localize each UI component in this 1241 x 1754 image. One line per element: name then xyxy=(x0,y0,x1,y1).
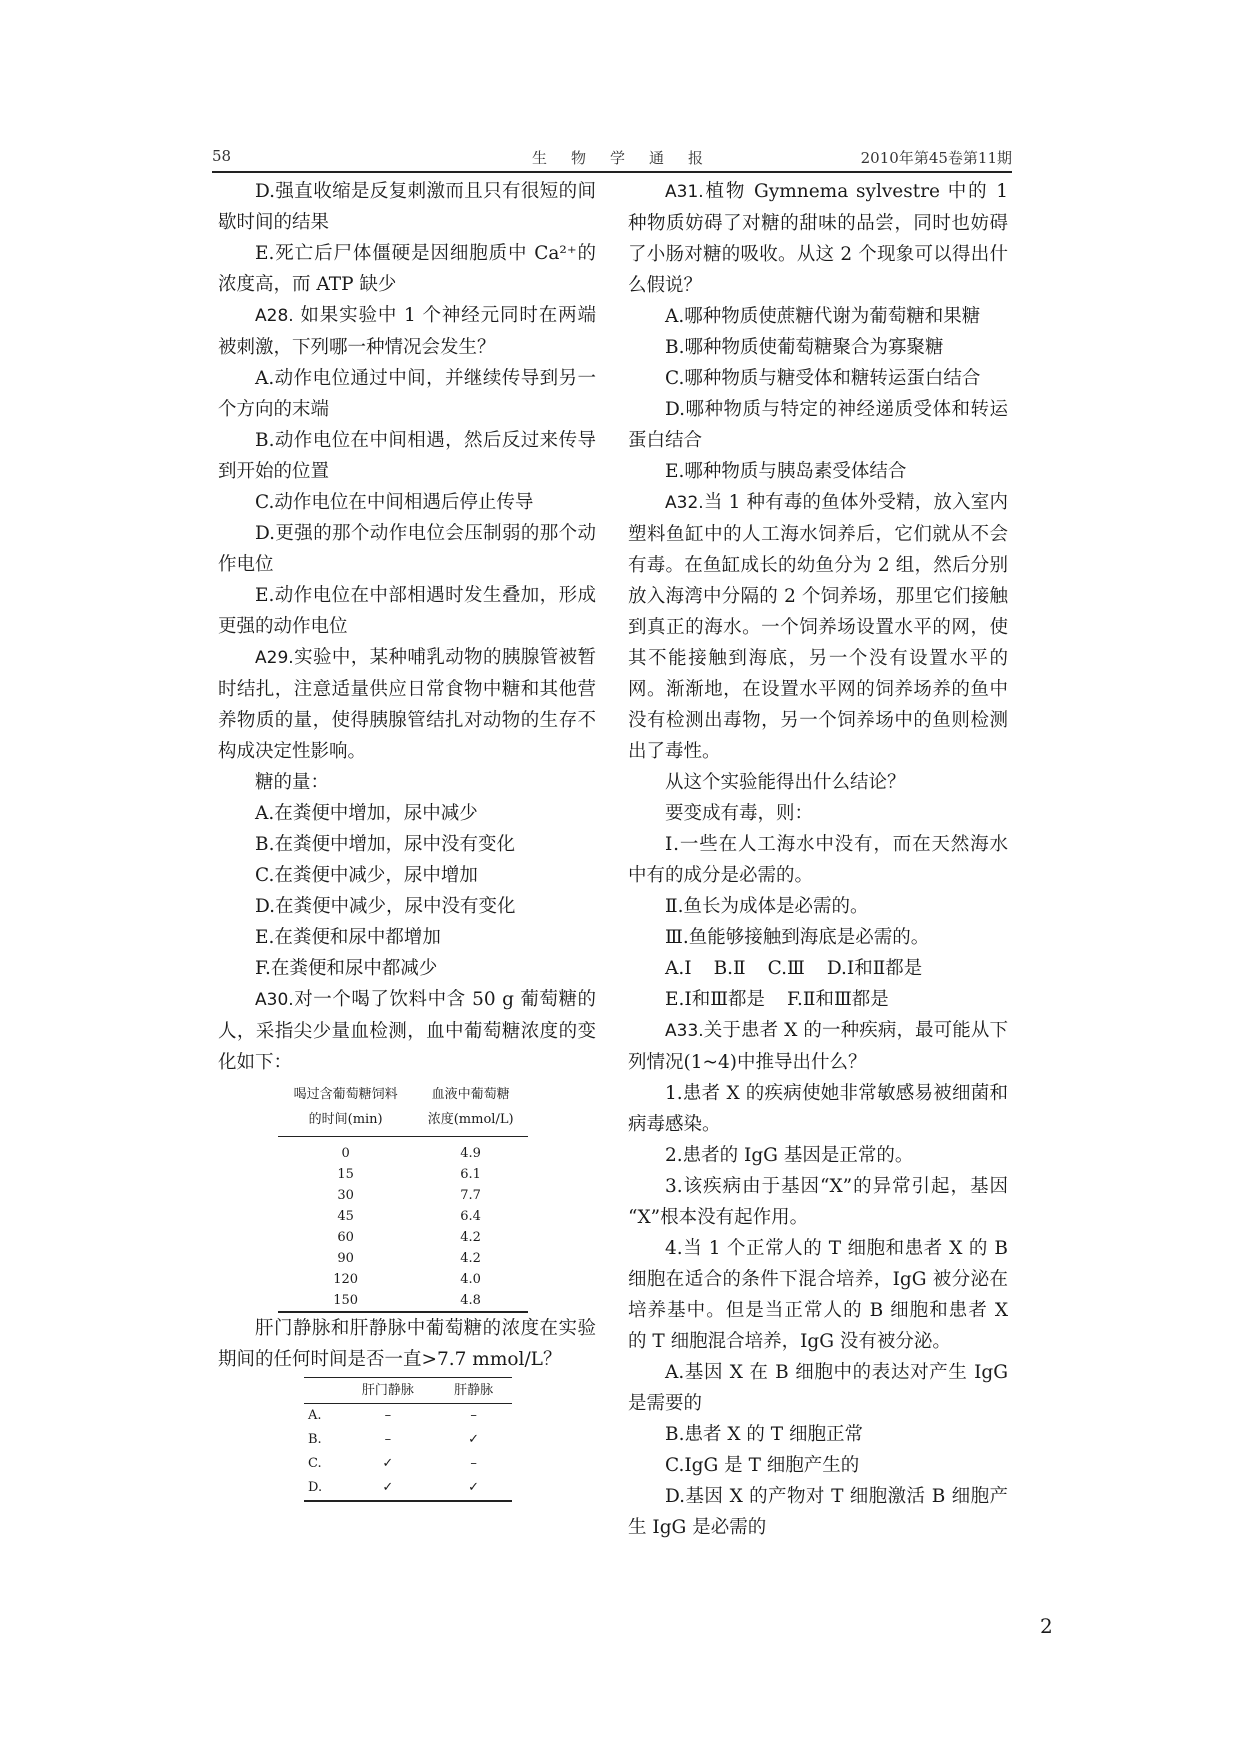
paragraph xyxy=(628,798,1008,829)
paragraph xyxy=(628,1450,1008,1481)
paragraph xyxy=(628,456,1008,487)
time-cell: 150 xyxy=(333,1293,359,1308)
paragraph xyxy=(628,487,1008,767)
paragraph xyxy=(218,891,596,922)
table-row xyxy=(278,1227,528,1248)
right-paragraphs-2 xyxy=(628,1015,1008,1543)
paragraph-text: 对一个喝了饮料中含 50 g 葡萄糖的人，采指尖少量血检测，血中葡萄糖浓度的变化如下： xyxy=(218,989,596,1073)
paragraph xyxy=(218,829,596,860)
option-label-cell: D. xyxy=(308,1480,323,1495)
option-label-cell: C. xyxy=(308,1456,322,1471)
a32-options-row-2 xyxy=(628,984,1008,1015)
paragraph xyxy=(628,1419,1008,1450)
paragraph xyxy=(628,1481,1008,1543)
concentration-cell: 4.0 xyxy=(460,1272,481,1287)
concentration-cell: 4.2 xyxy=(460,1251,481,1266)
paragraph xyxy=(218,238,596,300)
paragraph-text: 1.患者 X 的疾病使她非常敏感易被细菌和病毒感染。 xyxy=(628,1083,1008,1135)
paragraph-text: E.动作电位在中部相遇时发生叠加，形成更强的动作电位 xyxy=(218,585,596,637)
paragraph-text: D.更强的那个动作电位会压制弱的那个动作电位 xyxy=(218,523,596,575)
question-number: A30. xyxy=(255,990,294,1010)
paragraph xyxy=(218,860,596,891)
paragraph-text: 3.该疾病由于基因“X”的异常引起，基因 “X”根本没有起作用。 xyxy=(628,1176,1008,1228)
answer-option: B.Ⅱ xyxy=(713,958,746,979)
time-cell: 15 xyxy=(337,1167,354,1182)
paragraph-text: B.动作电位在中间相遇，然后反过来传导到开始的位置 xyxy=(218,430,596,482)
time-cell: 90 xyxy=(337,1251,354,1266)
time-cell: 30 xyxy=(337,1188,354,1203)
table-row xyxy=(304,1404,512,1429)
paragraph xyxy=(628,829,1008,891)
paragraph xyxy=(628,176,1008,301)
paragraph-text: 实验中，某种哺乳动物的胰腺管被暂时结扎，注意适量供应日常食物中糖和其他营养物质的量，使得胰腺管结扎对动物的生存不构成决定性影响。 xyxy=(218,647,596,762)
paragraph-text: 4.当 1 个正常人的 T 细胞和患者 X 的 B 细胞在适合的条件下混合培养，IgG 被分泌在培养基中。但是当正常人的 B 细胞和患者 X 的 T 细胞混合培养，IgG 没有被分泌。 xyxy=(628,1238,1008,1352)
answer-option: C.Ⅲ xyxy=(767,958,805,979)
glucose-table-header-conc-1: 血液中葡萄糖 xyxy=(431,1087,510,1102)
paragraph-text: C.动作电位在中间相遇后停止传导 xyxy=(255,492,534,513)
paragraph xyxy=(218,767,596,798)
table-row xyxy=(278,1290,528,1312)
a32-options-row-1 xyxy=(628,953,1008,984)
paragraph xyxy=(628,1078,1008,1140)
mark-cell: – xyxy=(470,1408,477,1423)
glucose-table xyxy=(278,1082,528,1313)
glucose-table-body xyxy=(278,1137,528,1313)
table-row xyxy=(304,1452,512,1476)
paragraph-text: 糖的量： xyxy=(255,772,330,793)
header-journal-title: 生物学通报 xyxy=(532,149,728,167)
concentration-cell: 6.4 xyxy=(460,1209,481,1224)
concentration-cell: 4.2 xyxy=(460,1230,481,1245)
option-label-cell: A. xyxy=(308,1408,322,1423)
vein-table-body xyxy=(304,1404,512,1502)
page-number: 2 xyxy=(1040,1614,1053,1638)
option-label-cell: B. xyxy=(308,1432,322,1447)
vein-table-header-hepatic: 肝静脉 xyxy=(435,1378,512,1404)
paragraph-text: 关于患者 X 的一种疾病，最可能从下列情况(1~4)中推导出什么？ xyxy=(628,1020,1008,1073)
paragraph xyxy=(218,580,596,642)
paragraph xyxy=(218,984,596,1078)
paragraph-text: E.哪种物质与胰岛素受体结合 xyxy=(665,461,907,482)
paragraph-text: A.在粪便中增加，尿中减少 xyxy=(255,803,478,824)
paragraph xyxy=(628,301,1008,332)
answer-option: D.Ⅰ和Ⅱ都是 xyxy=(826,958,923,979)
paragraph xyxy=(218,425,596,487)
paragraph-text: C.在粪便中减少，尿中增加 xyxy=(255,865,478,886)
answer-option: A.Ⅰ xyxy=(665,958,692,979)
paragraph xyxy=(628,767,1008,798)
paragraph xyxy=(218,363,596,425)
vein-table-header-blank xyxy=(304,1378,340,1404)
left-column xyxy=(218,176,596,1502)
paragraph xyxy=(628,1140,1008,1171)
left-paragraphs xyxy=(218,176,596,1078)
paragraph-text: F.在粪便和尿中都减少 xyxy=(255,958,438,979)
paragraph xyxy=(628,363,1008,394)
paragraph-text: 植物 Gymnema sylvestre 中的 1 种物质妨碍了对糖的甜味的品尝，同时也妨碍了小肠对糖的吸收。从这 2 个现象可以得出什么假说？ xyxy=(628,181,1008,296)
paragraph xyxy=(628,1171,1008,1233)
paragraph-text: E.在粪便和尿中都增加 xyxy=(255,927,441,948)
paragraph-text: Ⅰ.一些在人工海水中没有，而在天然海水中有的成分是必需的。 xyxy=(628,834,1008,886)
paragraph-text: A.动作电位通过中间，并继续传导到另一个方向的末端 xyxy=(218,368,596,420)
paragraph-text: E.死亡后尸体僵硬是因细胞质中 Ca²⁺的浓度高，而 ATP 缺少 xyxy=(218,243,596,295)
mark-cell: – xyxy=(470,1456,477,1471)
question-number: A33. xyxy=(665,1021,704,1041)
header-issue: 2010年第45卷第11期 xyxy=(860,149,1012,167)
table-row xyxy=(278,1185,528,1206)
question-number: A31. xyxy=(665,182,704,202)
mark-cell: – xyxy=(384,1432,392,1447)
mark-cell: ✓ xyxy=(382,1456,394,1471)
table-row xyxy=(278,1269,528,1290)
paragraph-text: Ⅱ.鱼长为成体是必需的。 xyxy=(665,896,869,917)
question-number: A28. xyxy=(255,306,294,326)
glucose-table-header-time-2: 的时间(min) xyxy=(278,1107,413,1137)
paragraph-text: B.患者 X 的 T 细胞正常 xyxy=(665,1424,864,1445)
table-row xyxy=(304,1428,512,1452)
concentration-cell: 4.8 xyxy=(460,1293,481,1308)
left-paragraphs-after-table xyxy=(218,1313,596,1375)
concentration-cell: 6.1 xyxy=(460,1167,481,1182)
table-row xyxy=(278,1137,528,1165)
paragraph-text: 当 1 种有毒的鱼体外受精，放入室内塑料鱼缸中的人工海水饲养后，它们就从不会有毒。在鱼缸成长的幼鱼分为 2 组，然后分别放入海湾中分隔的 2 个饲养场，那里它们接触到真正的海水。一个饲养场设置水平的网，使其不能接触到海底，另一个没有设置水平的网。渐渐地，在设置水平网的饲养场养的鱼中没有检测出毒物，另一个饲养场中的鱼则检测出了毒性。 xyxy=(628,492,1008,762)
time-cell: 0 xyxy=(341,1146,350,1161)
paragraph-text: 从这个实验能得出什么结论？ xyxy=(665,772,906,793)
paragraph xyxy=(218,953,596,984)
table-row xyxy=(304,1476,512,1501)
question-number: A32. xyxy=(665,493,704,513)
paragraph-text: D.在粪便中减少，尿中没有变化 xyxy=(255,896,516,917)
vein-answer-table xyxy=(304,1377,512,1502)
right-paragraphs xyxy=(628,176,1008,953)
paragraph xyxy=(628,922,1008,953)
vein-table-header-portal: 肝门静脉 xyxy=(340,1378,435,1404)
paragraph-text: C.IgG 是 T 细胞产生的 xyxy=(665,1455,860,1476)
paragraph xyxy=(218,642,596,767)
paragraph xyxy=(628,332,1008,363)
paragraph xyxy=(218,922,596,953)
paragraph xyxy=(628,1357,1008,1419)
table-row xyxy=(278,1206,528,1227)
glucose-table-header-time-1: 喝过含葡萄糖饲料 xyxy=(293,1087,398,1102)
right-column xyxy=(628,176,1008,1543)
paragraph-text: D.强直收缩是反复刺激而且只有很短的间歇时间的结果 xyxy=(218,181,596,233)
concentration-cell: 7.7 xyxy=(460,1188,481,1203)
answer-option: F.Ⅱ和Ⅲ都是 xyxy=(787,989,889,1010)
table-row xyxy=(278,1248,528,1269)
paragraph xyxy=(218,176,596,238)
paragraph xyxy=(218,300,596,363)
paragraph-text: A.基因 X 在 B 细胞中的表达对产生 IgG 是需要的 xyxy=(628,1362,1008,1414)
paragraph-text: D.哪种物质与特定的神经递质受体和转运蛋白结合 xyxy=(628,399,1008,451)
paragraph-text: A.哪种物质使蔗糖代谢为葡萄糖和果糖 xyxy=(665,306,981,327)
paragraph xyxy=(628,394,1008,456)
mark-cell: ✓ xyxy=(382,1480,394,1495)
table-row xyxy=(278,1164,528,1185)
paragraph xyxy=(218,1313,596,1375)
paragraph-text: 2.患者的 IgG 基因是正常的。 xyxy=(665,1145,914,1166)
paragraph-text: 如果实验中 1 个神经元同时在两端被刺激，下列哪一种情况会发生？ xyxy=(218,305,596,358)
concentration-cell: 4.9 xyxy=(460,1146,481,1161)
time-cell: 60 xyxy=(337,1230,354,1245)
paragraph xyxy=(628,1233,1008,1357)
question-number: A29. xyxy=(255,648,294,668)
paragraph-text: Ⅲ.鱼能够接触到海底是必需的。 xyxy=(665,927,930,948)
running-header xyxy=(212,143,1012,173)
time-cell: 45 xyxy=(337,1209,354,1224)
answer-option: E.Ⅰ和Ⅲ都是 xyxy=(665,989,766,1010)
time-cell: 120 xyxy=(333,1272,359,1287)
mark-cell: ✓ xyxy=(468,1432,480,1447)
paragraph-text: B.在粪便中增加，尿中没有变化 xyxy=(255,834,515,855)
paragraph xyxy=(628,1015,1008,1078)
paragraph xyxy=(218,487,596,518)
paragraph xyxy=(628,891,1008,922)
glucose-table-header-conc-2: 浓度(mmol/L) xyxy=(413,1107,528,1137)
paragraph-text: 要变成有毒，则： xyxy=(665,803,814,824)
mark-cell: ✓ xyxy=(468,1480,480,1495)
paragraph-text: B.哪种物质使葡萄糖聚合为寡聚糖 xyxy=(665,337,944,358)
paragraph-text: 肝门静脉和肝静脉中葡萄糖的浓度在实验期间的任何时间是否一直>7.7 mmol/L？ xyxy=(218,1318,596,1370)
paragraph-text: C.哪种物质与糖受体和糖转运蛋白结合 xyxy=(665,368,981,389)
mark-cell: – xyxy=(384,1408,392,1423)
paragraph xyxy=(218,798,596,829)
header-page-number: 58 xyxy=(212,147,232,165)
paragraph xyxy=(218,518,596,580)
paragraph-text: D.基因 X 的产物对 T 细胞激活 B 细胞产生 IgG 是必需的 xyxy=(628,1486,1008,1538)
